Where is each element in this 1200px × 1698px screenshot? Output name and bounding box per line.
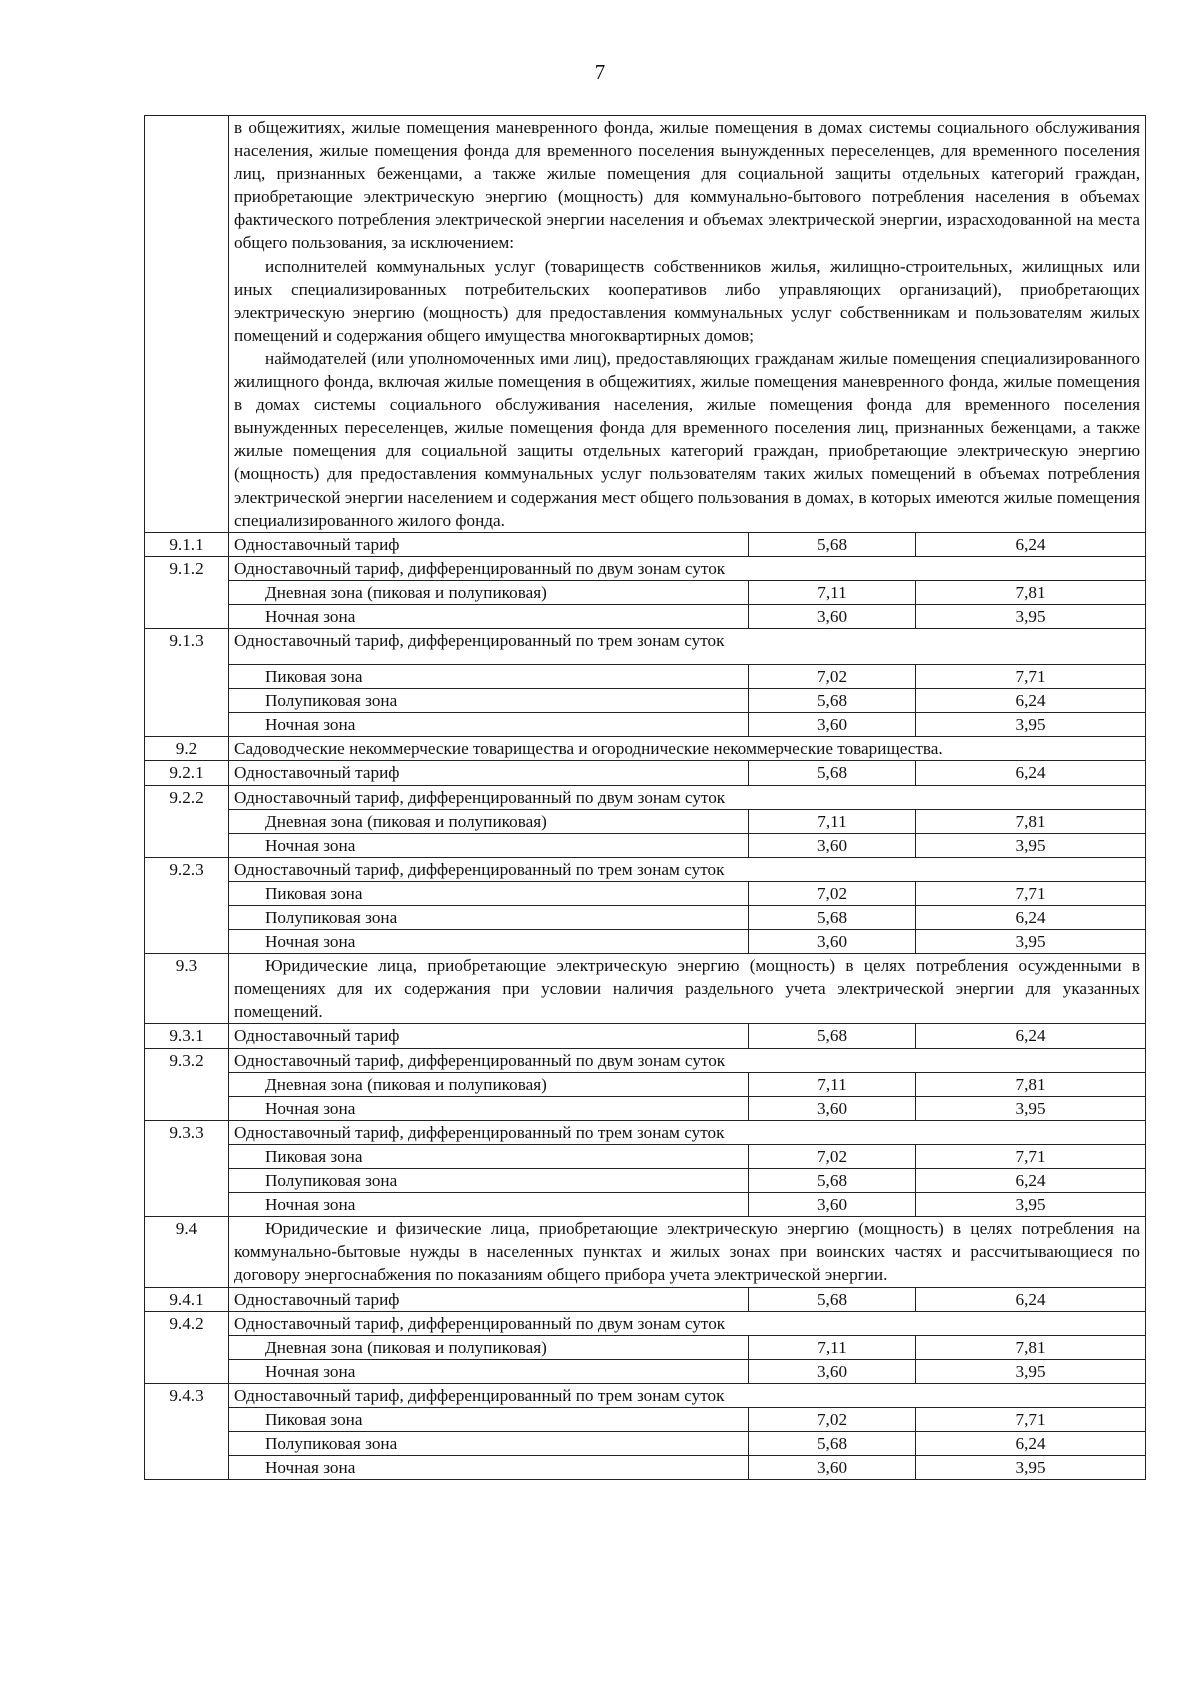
value-col2: 3,95	[916, 1193, 1146, 1217]
row-label: Ночная зона	[229, 1359, 749, 1383]
section-title	[229, 1217, 1146, 1287]
value-col2: 7,81	[916, 1335, 1146, 1359]
row-label: Одноставочный тариф	[229, 1024, 749, 1048]
value-col2: 6,24	[916, 761, 1146, 785]
value-col1: 7,11	[749, 580, 916, 604]
value-col2: 6,24	[916, 1169, 1146, 1193]
value-col1: 3,60	[749, 1456, 916, 1480]
section-title-text: Юридические лица, приобретающие электрическую энергию (мощность) в целях потребления осужденными в помещениях для их содержания при условии наличия раздельного учета электрической энергии для указанных помещений.	[234, 956, 1141, 1022]
row-label: Полупиковая зона	[229, 1432, 749, 1456]
table-row	[145, 1120, 1146, 1144]
value-col2: 6,24	[916, 689, 1146, 713]
row-number: 9.2.3	[145, 857, 229, 953]
row-label: Ночная зона	[229, 833, 749, 857]
value-col1: 3,60	[749, 1193, 916, 1217]
value-col1: 7,02	[749, 1407, 916, 1431]
value-col2: 7,81	[916, 1072, 1146, 1096]
row-label: Пиковая зона	[229, 881, 749, 905]
row-label: Пиковая зона	[229, 1144, 749, 1168]
intro-paragraph-1: в общежитиях, жилые помещения маневренного фонда, жилые помещения в домах системы социального обслуживания населения, жилые помещения фонда для временного поселения вынужденных переселенцев, для временного поселения лиц, признанных беженцами, а также жилые помещения для социальной защиты отдельных категорий граждан, приобретающие электрическую энергию (мощность) для коммунально-бытового потребления населения в объемах фактического потребления электрической энергии населения и объемах электрической энергии, израсходованной на места общего пользования, за исключением:	[234, 118, 1141, 253]
table-row	[145, 1144, 1146, 1168]
row-label: Дневная зона (пиковая и полупиковая)	[229, 580, 749, 604]
row-number: 9.4.3	[145, 1383, 229, 1479]
value-col2: 7,71	[916, 665, 1146, 689]
row-label: Одноставочный тариф, дифференцированный по двум зонам суток	[229, 1311, 1146, 1335]
value-col1: 3,60	[749, 713, 916, 737]
section-title-text: Юридические и физические лица, приобретающие электрическую энергию (мощность) в целях потребления на коммунально-бытовые нужды в населенных пунктах и жилых зонах при воинских частях и рассчитывающиеся по договору энергоснабжения по показаниям общего прибора учета электрической энергии.	[234, 1219, 1141, 1285]
value-col1: 5,68	[749, 532, 916, 556]
row-label: Полупиковая зона	[229, 1169, 749, 1193]
row-label: Дневная зона (пиковая и полупиковая)	[229, 1335, 749, 1359]
table-row	[145, 713, 1146, 737]
section-number: 9.2	[145, 737, 229, 761]
row-label: Одноставочный тариф, дифференцированный по двум зонам суток	[229, 785, 1146, 809]
value-col2: 3,95	[916, 1359, 1146, 1383]
table-row	[145, 1287, 1146, 1311]
value-col1: 5,68	[749, 1169, 916, 1193]
table-row	[145, 1456, 1146, 1480]
row-number: 9.2.1	[145, 761, 229, 785]
page-number: 7	[594, 60, 606, 84]
section-title: Садоводческие некоммерческие товарищества и огороднические некоммерческие товарищества.	[229, 737, 1146, 761]
value-col1: 7,11	[749, 809, 916, 833]
value-col2: 3,95	[916, 1096, 1146, 1120]
table-row	[145, 604, 1146, 628]
value-col1: 5,68	[749, 689, 916, 713]
row-label: Полупиковая зона	[229, 689, 749, 713]
value-col1: 5,68	[749, 1432, 916, 1456]
table-row	[145, 1383, 1146, 1407]
table-row	[145, 761, 1146, 785]
table-row	[145, 1311, 1146, 1335]
table-row	[145, 1169, 1146, 1193]
row-label: Одноставочный тариф, дифференцированный по трем зонам суток	[229, 629, 1146, 665]
row-label: Пиковая зона	[229, 665, 749, 689]
intro-paragraph-3: наймодателей (или уполномоченных ими лиц), предоставляющих гражданам жилые помещения специализированного жилищного фонда, включая жилые помещения в общежитиях, жилые помещения маневренного фонда, жилые помещения в домах системы социального обслуживания населения, жилые помещения фонда для временного поселения вынужденных переселенцев, жилые помещения фонда для временного поселения лиц, признанных беженцами, а также жилые помещения для социальной защиты отдельных категорий граждан, приобретающие электрическую энергию (мощность) для предоставления коммунальных услуг пользователям таких жилых помещений в объемах потребления электрической энергии населением и содержания мест общего пользования в домах, в которых имеются жилые помещения специализированного жилого фонда.	[234, 348, 1141, 530]
value-col2: 6,24	[916, 1287, 1146, 1311]
value-col1: 5,68	[749, 1024, 916, 1048]
table-row	[145, 809, 1146, 833]
value-col2: 6,24	[916, 906, 1146, 930]
value-col2: 7,71	[916, 881, 1146, 905]
table-row	[145, 1359, 1146, 1383]
table-row	[145, 1407, 1146, 1431]
value-col1: 5,68	[749, 761, 916, 785]
value-col2: 3,95	[916, 833, 1146, 857]
value-col2: 7,81	[916, 580, 1146, 604]
value-col1: 3,60	[749, 930, 916, 954]
value-col1: 7,11	[749, 1335, 916, 1359]
row-label: Ночная зона	[229, 930, 749, 954]
value-col1: 7,02	[749, 665, 916, 689]
value-col1: 7,02	[749, 1144, 916, 1168]
table-row	[145, 629, 1146, 665]
value-col1: 5,68	[749, 906, 916, 930]
value-col2: 6,24	[916, 532, 1146, 556]
row-number: 9.1.1	[145, 532, 229, 556]
value-col1: 3,60	[749, 833, 916, 857]
intro-paragraph-2: исполнителей коммунальных услуг (товариществ собственников жилья, жилищно-строительных, жилищных или иных специализированных потребительских кооперативов либо управляющих организаций), приобретающих электрическую энергию (мощность) для предоставления коммунальных услуг собственникам и пользователям жилых помещений и содержания общего имущества многоквартирных домов;	[234, 256, 1141, 345]
value-col1: 3,60	[749, 1359, 916, 1383]
row-label: Полупиковая зона	[229, 906, 749, 930]
row-label: Одноставочный тариф	[229, 532, 749, 556]
row-number: 9.3.3	[145, 1120, 229, 1216]
row-label: Ночная зона	[229, 713, 749, 737]
section-number: 9.3	[145, 954, 229, 1024]
row-label: Ночная зона	[229, 1456, 749, 1480]
row-label: Дневная зона (пиковая и полупиковая)	[229, 1072, 749, 1096]
value-col1: 7,11	[749, 1072, 916, 1096]
table-row	[145, 785, 1146, 809]
value-col2: 3,95	[916, 930, 1146, 954]
table-row	[145, 1193, 1146, 1217]
table-row	[145, 857, 1146, 881]
row-label: Одноставочный тариф, дифференцированный по двум зонам суток	[229, 556, 1146, 580]
row-label: Одноставочный тариф	[229, 761, 749, 785]
value-col2: 3,95	[916, 713, 1146, 737]
row-number: 9.1.3	[145, 629, 229, 737]
row-number: 9.4.1	[145, 1287, 229, 1311]
value-col1: 3,60	[749, 1096, 916, 1120]
value-col2: 3,95	[916, 604, 1146, 628]
table-row	[145, 665, 1146, 689]
row-label: Ночная зона	[229, 1096, 749, 1120]
intro-row	[145, 116, 1146, 533]
table-row	[145, 580, 1146, 604]
value-col2: 3,95	[916, 1456, 1146, 1480]
row-number: 9.3.2	[145, 1048, 229, 1120]
row-label: Ночная зона	[229, 1193, 749, 1217]
table-row	[145, 1096, 1146, 1120]
table-row	[145, 881, 1146, 905]
value-col2: 7,71	[916, 1144, 1146, 1168]
row-label: Одноставочный тариф, дифференцированный по трем зонам суток	[229, 857, 1146, 881]
table-row	[145, 556, 1146, 580]
row-label: Одноставочный тариф, дифференцированный по трем зонам суток	[229, 1120, 1146, 1144]
table-row	[145, 1335, 1146, 1359]
row-label: Ночная зона	[229, 604, 749, 628]
intro-number-cell	[145, 116, 229, 533]
tariff-table	[144, 115, 1146, 1480]
row-label: Пиковая зона	[229, 1407, 749, 1431]
section-heading-row	[145, 954, 1146, 1024]
row-label: Одноставочный тариф, дифференцированный по двум зонам суток	[229, 1048, 1146, 1072]
section-title	[229, 954, 1146, 1024]
table-row	[145, 930, 1146, 954]
row-number: 9.1.2	[145, 556, 229, 628]
table-row	[145, 906, 1146, 930]
value-col1: 7,02	[749, 881, 916, 905]
table-row	[145, 532, 1146, 556]
row-label: Одноставочный тариф, дифференцированный по трем зонам суток	[229, 1383, 1146, 1407]
row-number: 9.3.1	[145, 1024, 229, 1048]
row-number: 9.2.2	[145, 785, 229, 857]
value-col1: 5,68	[749, 1287, 916, 1311]
table-row	[145, 1432, 1146, 1456]
value-col2: 6,24	[916, 1024, 1146, 1048]
value-col2: 6,24	[916, 1432, 1146, 1456]
section-heading-row	[145, 737, 1146, 761]
section-heading-row	[145, 1217, 1146, 1287]
value-col2: 7,71	[916, 1407, 1146, 1431]
row-label: Одноставочный тариф	[229, 1287, 749, 1311]
section-number: 9.4	[145, 1217, 229, 1287]
value-col2: 7,81	[916, 809, 1146, 833]
row-label: Дневная зона (пиковая и полупиковая)	[229, 809, 749, 833]
row-number: 9.4.2	[145, 1311, 229, 1383]
table-row	[145, 833, 1146, 857]
table-row	[145, 1048, 1146, 1072]
table-row	[145, 689, 1146, 713]
intro-text-cell	[229, 116, 1146, 533]
value-col1: 3,60	[749, 604, 916, 628]
table-row	[145, 1072, 1146, 1096]
table-row	[145, 1024, 1146, 1048]
